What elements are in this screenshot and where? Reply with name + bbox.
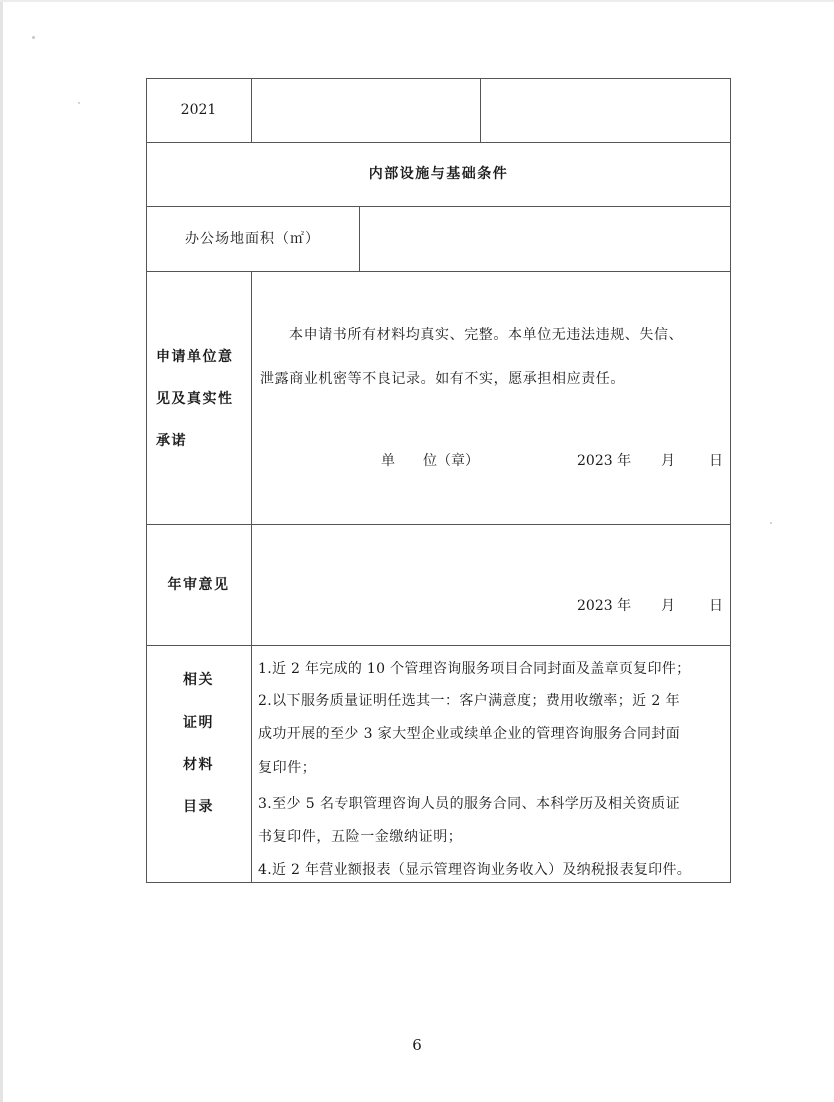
- list-item: 书复印件，五险一金缴纳证明；: [258, 829, 463, 845]
- page-edge-left: [0, 0, 3, 1102]
- review-date-month: 月: [661, 598, 675, 614]
- scan-speck: [770, 522, 772, 524]
- review-date-year: 2023 年: [577, 598, 632, 614]
- office-area-value-cell[interactable]: [360, 207, 730, 270]
- list-item: 1.近 2 年完成的 10 个管理咨询服务项目合同封面及盖章页复印件；: [258, 661, 691, 677]
- review-date-day: 日: [709, 598, 723, 614]
- scan-speck: [32, 36, 35, 39]
- office-area-label: 办公场地面积（㎡）: [185, 231, 320, 247]
- applicant-date-year: 2023 年: [577, 453, 632, 469]
- list-item: 2.以下服务质量证明任选其一：客户满意度；费用收缴率；近 2 年: [258, 693, 680, 709]
- seal-label: 单 位（章）: [381, 453, 479, 469]
- applicant-date-month: 月: [661, 453, 675, 469]
- list-item: 成功开展的至少 3 家大型企业或续单企业的管理咨询服务合同封面: [258, 726, 681, 742]
- year-value-cell-2[interactable]: [481, 79, 730, 141]
- section-title: 内部设施与基础条件: [368, 166, 509, 182]
- applicant-date-day: 日: [709, 453, 723, 469]
- year-value-cell-1[interactable]: [252, 79, 480, 141]
- annual-review-label: 年审意见: [167, 577, 230, 593]
- list-item: 4.近 2 年营业额报表（显示管理咨询业务收入）及纳税报表复印件。: [258, 862, 692, 878]
- scan-speck: [78, 102, 80, 104]
- page-edge-top: [0, 0, 834, 2]
- list-item: 3.至少 5 名专职管理咨询人员的服务合同、本科学历及相关资质证: [258, 796, 680, 812]
- annual-review-value-cell[interactable]: [252, 525, 730, 585]
- page-number: 6: [412, 1036, 422, 1054]
- year-cell: 2021: [180, 102, 217, 118]
- list-item: 复印件；: [258, 760, 317, 776]
